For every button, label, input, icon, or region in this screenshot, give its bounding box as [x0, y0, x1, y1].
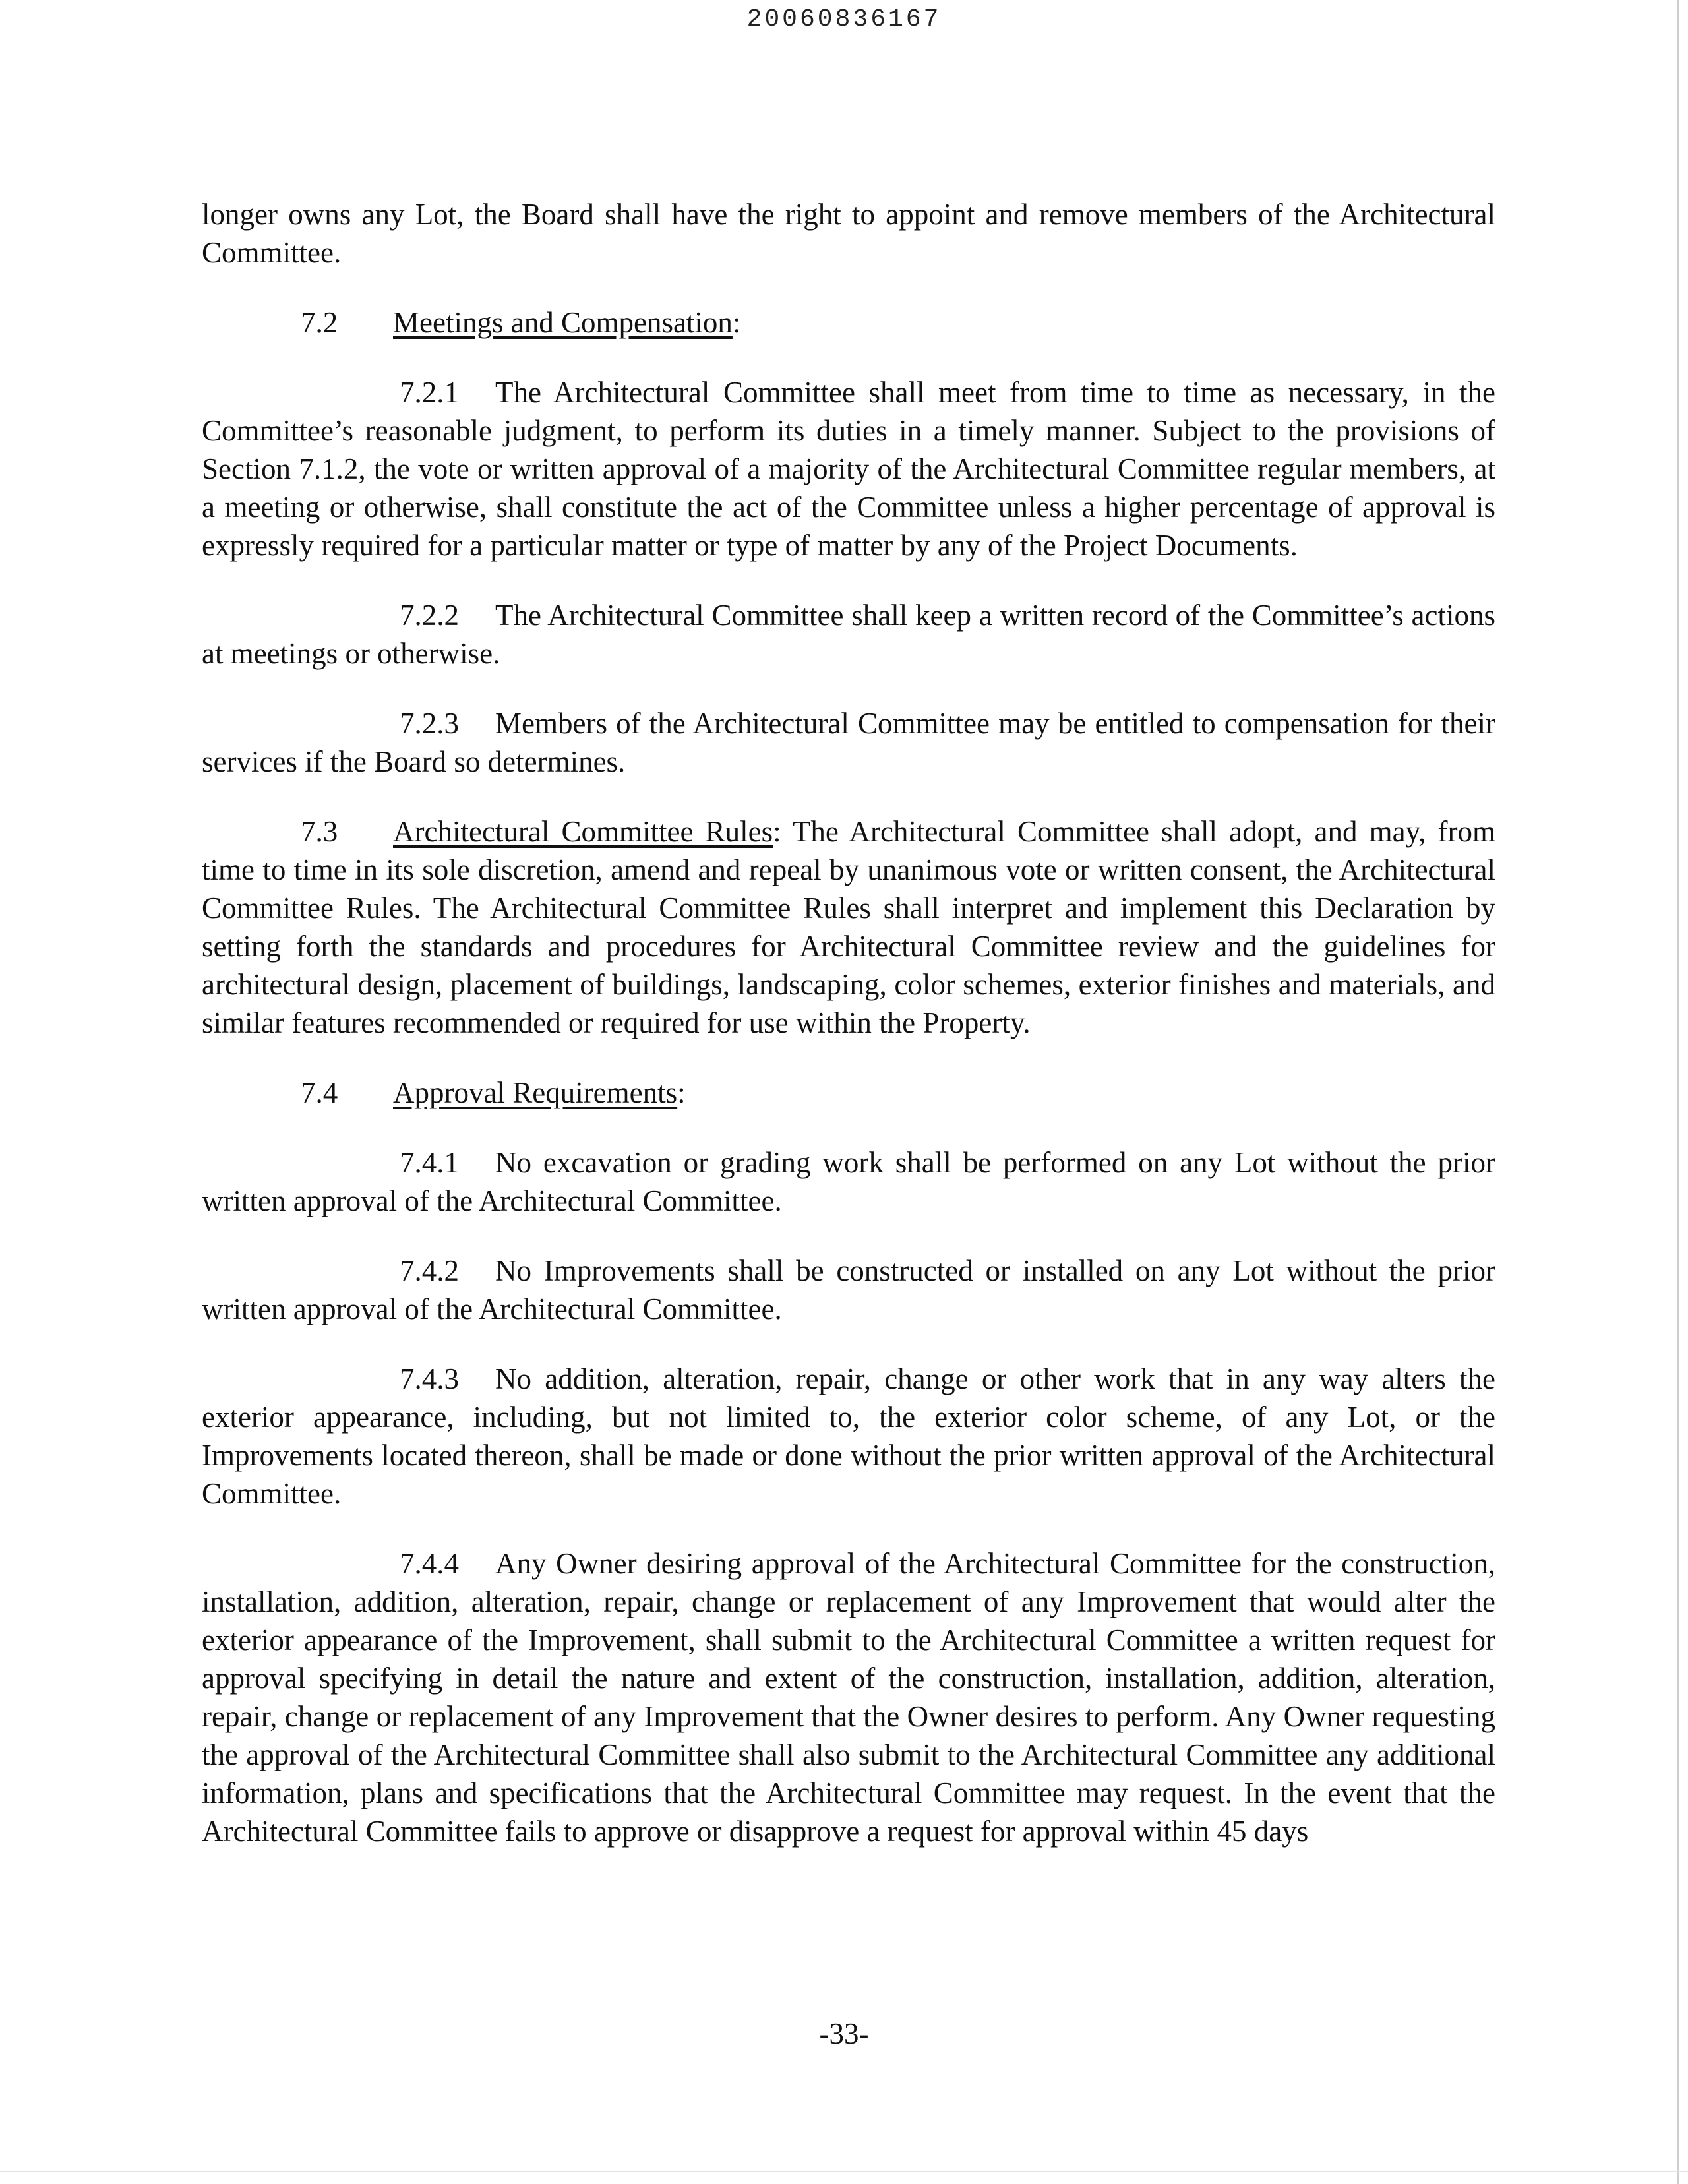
section-text: No addition, alteration, repair, change or other work that in any way alters the exterior appearance, including, but not limited to, the exterior color scheme, of any Lot, or the Improvements located thereon, shall be made or done without the prior written approval of the Architectural Committee.: [202, 1362, 1495, 1510]
section-7-3: [202, 812, 1495, 1042]
section-text: The Architectural Committee shall meet from time to time as necessary, in the Committee’s reasonable judgment, to perform its duties in a timely manner. Subject to the provisions of Section 7.1.2, the vote or written approval of a majority of the Architectural Committee regular members, at a meeting or otherwise, shall constitute the act of the Committee unless a higher percentage of approval is expressly required for a particular matter or type of matter by any of the Project Documents.: [202, 376, 1495, 562]
section-7-2-2: [202, 596, 1495, 673]
section-number: 7.4.3: [400, 1362, 459, 1395]
section-text: No Improvements shall be constructed or installed on any Lot without the prior written approval of the Architectural Committee.: [202, 1254, 1495, 1325]
section-title: Approval Requirements: [393, 1076, 678, 1109]
section-number: 7.3: [301, 815, 338, 848]
section-number: 7.4.2: [400, 1254, 459, 1287]
section-7-2-1: [202, 373, 1495, 564]
section-7-4-3: [202, 1360, 1495, 1513]
scan-edge-right: [1677, 0, 1679, 2184]
section-colon: :: [732, 306, 741, 339]
section-number: 7.2.3: [400, 707, 459, 740]
page-number: -33-: [819, 2017, 869, 2050]
section-number: 7.4.4: [400, 1547, 459, 1580]
section-number: 7.2.2: [400, 599, 459, 632]
section-7-2-3: [202, 704, 1495, 781]
section-7-4-1: [202, 1143, 1495, 1220]
section-number: 7.4.1: [400, 1146, 459, 1179]
section-text: Any Owner desiring approval of the Architectural Committee for the construction, installation, addition, alteration, repair, change or replacement of any Improvement that would alter the exterior appearance of the Improvement, shall submit to the Architectural Committee a written request for approval specifying in detail the nature and extent of the construction, installation, addition, alteration, repair, change or replacement of any Improvement that the Owner desires to perform. Any Owner requesting the approval of the Architectural Committee shall also submit to the Architectural Committee any additional information, plans and specifications that the Architectural Committee may request. In the event that the Architectural Committee fails to approve or disapprove a request for approval within 45 days: [202, 1547, 1495, 1848]
scan-edge-bottom: [0, 2171, 1688, 2172]
section-7-2-heading: [202, 303, 1495, 342]
section-7-4-heading: [202, 1074, 1495, 1112]
document-body: [202, 195, 1495, 1882]
section-text: The Architectural Committee shall keep a written record of the Committee’s actions at meetings or otherwise.: [202, 599, 1495, 670]
section-number: 7.2: [301, 306, 338, 339]
section-title: Architectural Committee Rules: [393, 815, 773, 848]
section-7-4-2: [202, 1252, 1495, 1328]
paragraph-continuation: longer owns any Lot, the Board shall have the right to appoint and remove members of the Architectural Committee.: [202, 198, 1495, 269]
section-text: : The Architectural Committee shall adopt, and may, from time to time in its sole discretion, amend and repeal by unanimous vote or written consent, the Architectural Committee Rules. The Architectural Committee Rules shall interpret and implement this Declaration by setting forth the standards and procedures for Architectural Committee review and the guidelines for architectural design, placement of buildings, landscaping, color schemes, exterior finishes and materials, and similar features recommended or required for use within the Property.: [202, 815, 1495, 1039]
section-title: Meetings and Compensation: [393, 306, 733, 339]
section-number: 7.2.1: [400, 376, 459, 409]
section-number: 7.4: [301, 1076, 338, 1109]
section-text: Members of the Architectural Committee may be entitled to compensation for their services if the Board so determines.: [202, 707, 1495, 778]
document-number: 20060836167: [746, 5, 942, 34]
section-7-4-4: [202, 1544, 1495, 1850]
section-text: No excavation or grading work shall be performed on any Lot without the prior written approval of the Architectural Committee.: [202, 1146, 1495, 1217]
section-colon: :: [677, 1076, 686, 1109]
